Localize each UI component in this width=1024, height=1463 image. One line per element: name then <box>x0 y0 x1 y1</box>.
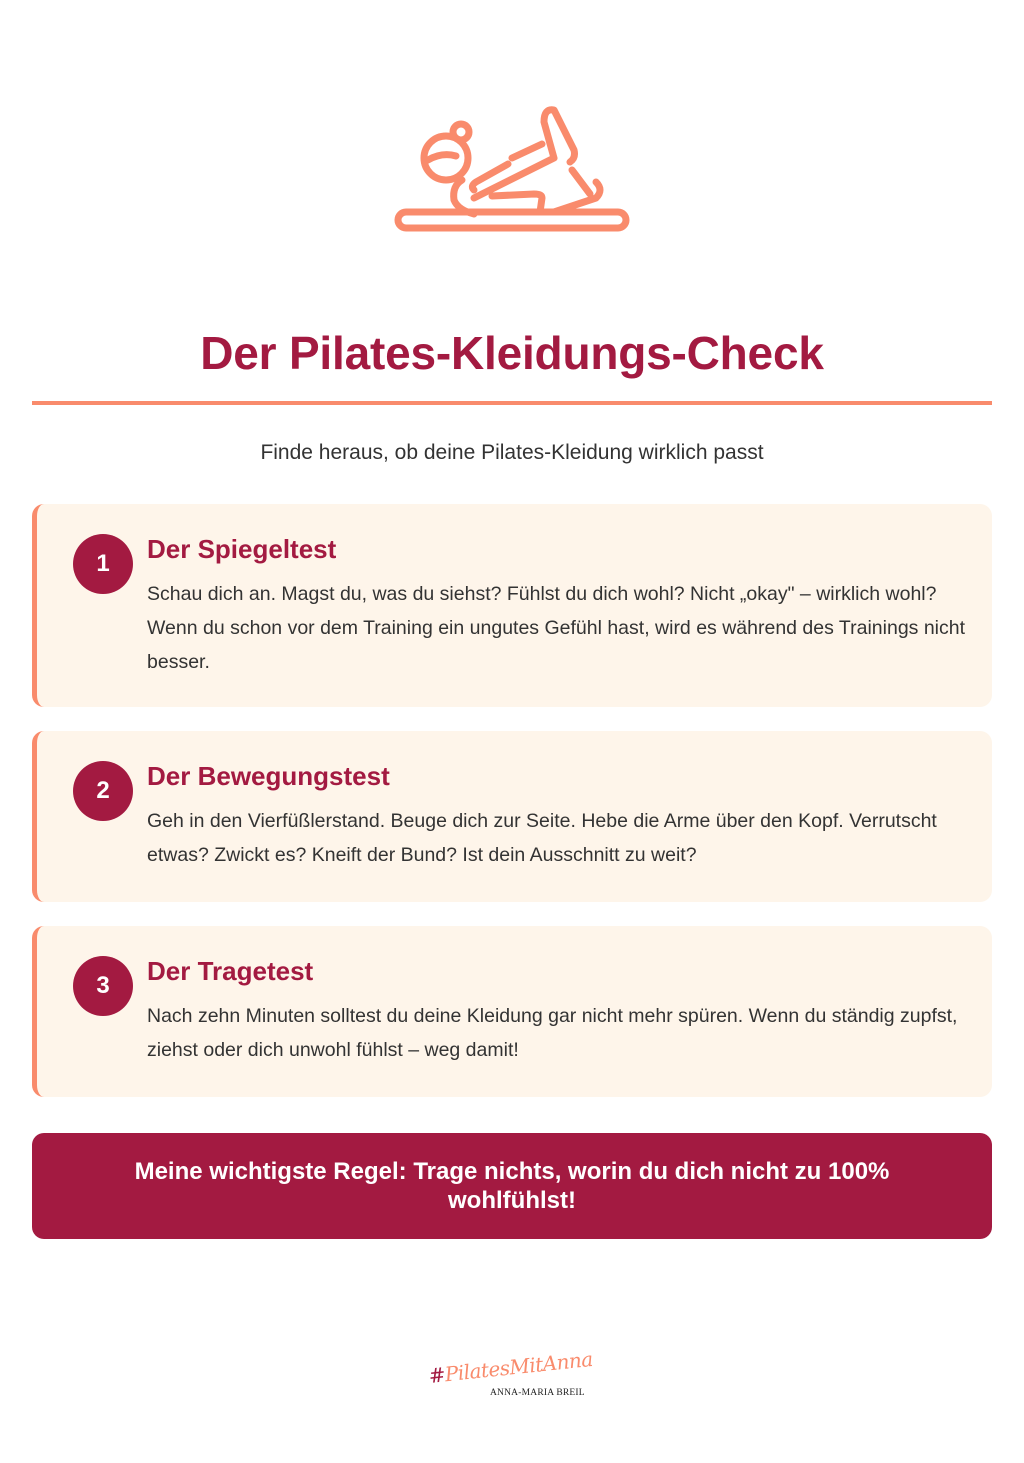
page-subtitle: Finde heraus, ob deine Pilates-Kleidung wirklich passt <box>260 441 764 464</box>
test-title: Der Spiegeltest <box>147 534 337 564</box>
test-title: Der Tragetest <box>147 956 314 986</box>
test-description: Nach zehn Minuten solltest du deine Kleidung gar nicht mehr spüren. Wenn du ständig zupfst, ziehst oder dich unwohl fühlst – weg damit! <box>147 1005 958 1061</box>
test-card-3 <box>32 926 992 1097</box>
test-card-1 <box>32 504 992 707</box>
test-card-2 <box>32 731 992 902</box>
test-title: Der Bewegungstest <box>147 761 390 791</box>
hash-symbol: # <box>427 1362 447 1388</box>
key-rule-banner <box>32 1133 992 1239</box>
test-description: Geh in den Vierfüßlerstand. Beuge dich zur Seite. Hebe die Arme über den Kopf. Verrutscht etwas? Zwickt es? Kneift der Bund? Ist dein Ausschnitt zu weit? <box>147 810 937 866</box>
hashtag-text: PilatesMitAnna <box>443 1346 594 1387</box>
brand-signature <box>427 1346 600 1404</box>
step-number-badge: 1 <box>73 534 133 594</box>
pilates-figure-icon <box>394 102 630 234</box>
test-description: Schau dich an. Magst du, was du siehst? Fühlst du dich wohl? Nicht „okay" – wirklich wohl? Wenn du schon vor dem Training ein ungutes Gefühl hast, wird es während des Trainings nicht besser. <box>147 583 966 673</box>
step-number-badge: 2 <box>73 761 133 821</box>
brand-hashtag <box>427 1347 593 1388</box>
page-title: Der Pilates-Kleidungs-Check <box>200 327 824 379</box>
key-rule-text: Meine wichtigste Regel: Trage nichts, worin du dich nicht zu 100% wohlfühlst! <box>134 1158 890 1214</box>
title-divider <box>32 401 992 405</box>
author-name: ANNA-MARIA BREIL <box>490 1388 585 1398</box>
step-number-badge: 3 <box>73 956 133 1016</box>
